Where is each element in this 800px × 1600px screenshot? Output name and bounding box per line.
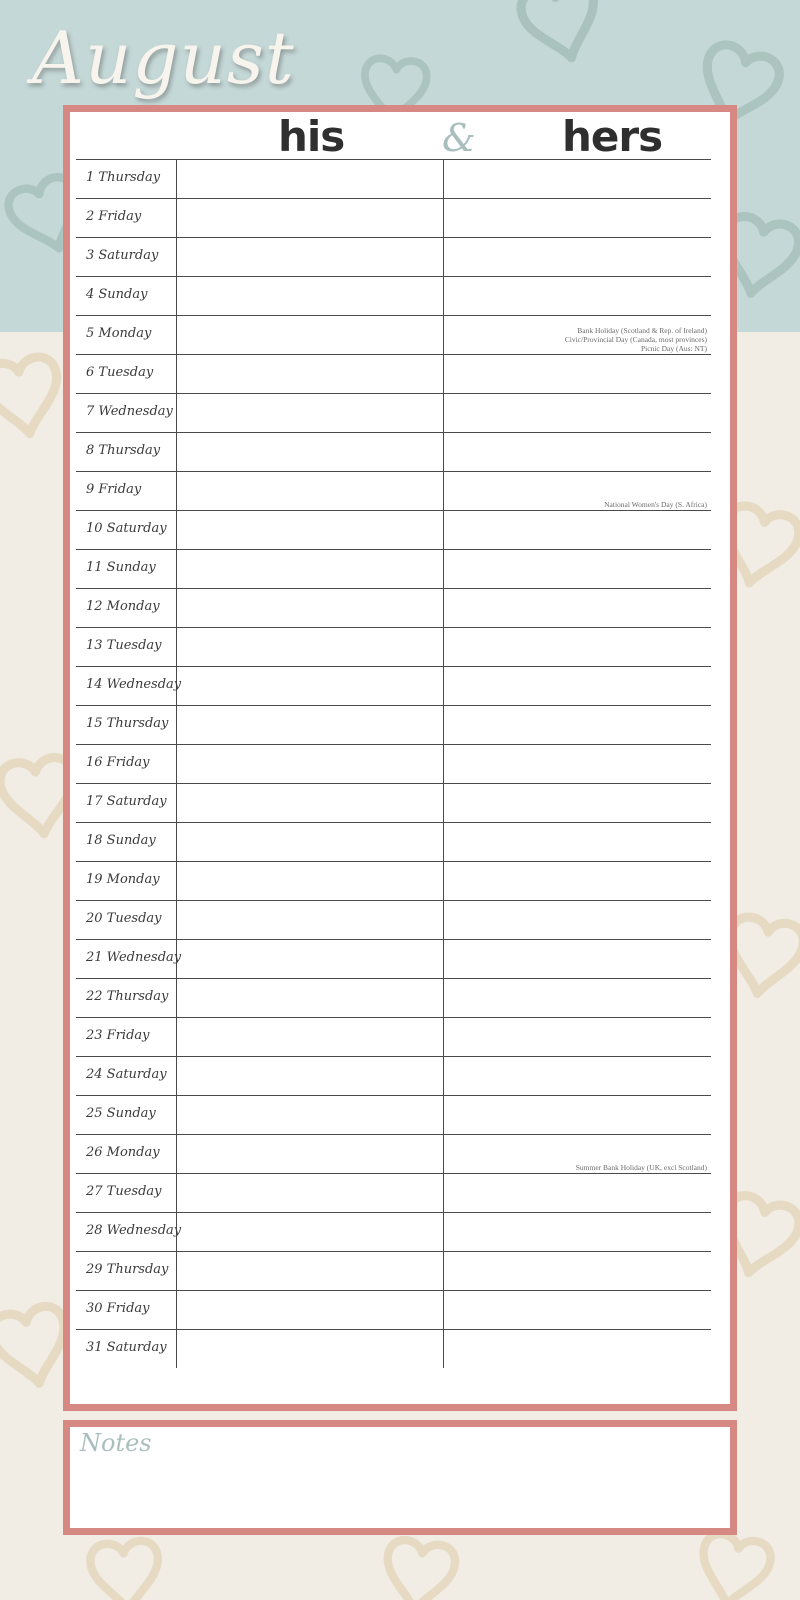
day-row [76,939,711,978]
day-label: 20 Tuesday [86,911,162,926]
his-entry-cell[interactable] [177,316,444,354]
day-cell [76,1174,177,1212]
day-label: 13 Tuesday [86,638,162,653]
day-row [76,198,711,237]
heart-icon [0,354,66,440]
day-row [76,393,711,432]
his-entry-cell[interactable] [177,355,444,393]
day-row [76,1290,711,1329]
day-cell [76,316,177,354]
heart-icon [381,1538,457,1600]
day-cell [76,667,182,705]
hers-entry-cell[interactable] [444,979,711,1017]
hers-entry-cell[interactable] [444,628,711,666]
day-row [76,978,711,1017]
hers-entry-cell[interactable] [444,316,711,354]
day-row [76,471,711,510]
day-cell [76,238,177,276]
day-row [76,354,711,393]
day-cell [76,433,177,471]
day-cell [76,823,177,861]
his-entry-cell[interactable] [177,628,444,666]
hers-entry-cell[interactable] [444,589,711,627]
notes-title: Notes [80,1429,152,1457]
day-cell [76,628,177,666]
his-entry-cell[interactable] [177,1174,444,1212]
day-label: 18 Sunday [86,833,156,848]
day-row [76,1173,711,1212]
holiday-line: National Women's Day (S. Africa) [604,500,707,509]
holiday-line: Civic/Provincial Day (Canada, most provinces) [564,335,707,344]
hers-entry-cell[interactable] [444,160,711,198]
hers-entry-cell[interactable] [444,1057,711,1095]
day-row [76,1329,711,1368]
day-cell [76,862,177,900]
day-label: 29 Thursday [86,1262,169,1277]
his-entry-cell[interactable] [177,940,444,978]
hers-entry-cell[interactable] [444,823,711,861]
day-cell [76,1291,177,1329]
his-entry-cell[interactable] [177,745,444,783]
day-row [76,510,711,549]
day-cell [76,160,177,198]
day-cell [76,199,177,237]
holiday-note [576,1163,707,1172]
hers-entry-cell[interactable] [444,511,711,549]
hers-entry-cell[interactable] [444,1213,711,1251]
holiday-note [604,500,707,509]
day-cell [76,394,177,432]
his-entry-cell[interactable] [177,1057,444,1095]
day-cell [76,355,177,393]
day-row [76,783,711,822]
day-label: 22 Thursday [86,989,169,1004]
day-label: 19 Monday [86,872,160,887]
his-entry-cell[interactable] [177,394,444,432]
his-entry-cell[interactable] [177,1018,444,1056]
his-entry-cell[interactable] [177,433,444,471]
his-entry-cell[interactable] [177,472,444,510]
his-entry-cell[interactable] [177,784,444,822]
day-row [76,549,711,588]
hers-entry-cell[interactable] [444,862,711,900]
hers-entry-cell[interactable] [444,901,711,939]
hers-entry-cell[interactable] [444,277,711,315]
day-cell [76,511,177,549]
heart-icon [517,0,607,67]
hers-entry-cell[interactable] [444,550,711,588]
day-row [76,1095,711,1134]
hers-entry-cell[interactable] [444,745,711,783]
his-entry-cell[interactable] [177,550,444,588]
day-label: 15 Thursday [86,716,169,731]
day-cell [76,706,177,744]
day-label: 31 Saturday [86,1340,167,1355]
day-row [76,588,711,627]
day-row [76,159,711,198]
day-label: 26 Monday [86,1145,160,1160]
his-entry-cell[interactable] [177,238,444,276]
his-entry-cell[interactable] [177,1213,444,1251]
his-entry-cell[interactable] [177,706,444,744]
day-label: 16 Friday [86,755,150,770]
day-cell [76,472,177,510]
hers-entry-cell[interactable] [444,784,711,822]
day-label: 23 Friday [86,1028,150,1043]
his-entry-cell[interactable] [177,1096,444,1134]
holiday-line: Picnic Day (Aus: NT) [640,344,707,353]
his-entry-cell[interactable] [177,901,444,939]
heart-icon [694,1531,774,1600]
hers-entry-cell[interactable] [444,1252,711,1290]
hers-entry-cell[interactable] [444,1135,711,1173]
hers-entry-cell[interactable] [444,433,711,471]
day-label: 9 Friday [86,482,142,497]
his-entry-cell[interactable] [177,1291,444,1329]
day-cell [76,550,177,588]
day-cell [76,784,177,822]
his-entry-cell[interactable] [177,160,444,198]
day-label: 11 Sunday [86,560,156,575]
his-entry-cell[interactable] [177,1252,444,1290]
day-row [76,276,711,315]
day-label: 28 Wednesday [86,1223,182,1238]
day-row [76,1134,711,1173]
month-title: August [32,16,295,100]
ampersand-header: & [442,116,476,160]
hers-entry-cell[interactable] [444,940,711,978]
day-row [76,900,711,939]
hers-entry-cell[interactable] [444,394,711,432]
hers-entry-cell[interactable] [444,1291,711,1329]
day-label: 10 Saturday [86,521,167,536]
hers-entry-cell[interactable] [444,667,711,705]
his-entry-cell[interactable] [177,277,444,315]
hers-entry-cell[interactable] [444,706,711,744]
day-cell [76,1213,182,1251]
hers-entry-cell[interactable] [444,1096,711,1134]
day-cell [76,1135,177,1173]
day-label: 12 Monday [86,599,160,614]
hers-column-header: hers [562,112,663,161]
heart-icon [89,1540,162,1600]
day-label: 25 Sunday [86,1106,156,1121]
day-row [76,237,711,276]
hers-entry-cell[interactable] [444,1330,711,1368]
notes-card [63,1420,737,1535]
day-row [76,1212,711,1251]
hers-entry-cell[interactable] [444,1018,711,1056]
his-entry-cell[interactable] [177,511,444,549]
his-entry-cell[interactable] [177,1135,444,1173]
hers-entry-cell[interactable] [444,1174,711,1212]
day-cell [76,589,177,627]
day-cell [76,979,177,1017]
holiday-line: Bank Holiday (Scotland & Rep. of Ireland) [577,326,707,335]
day-row [76,705,711,744]
day-cell [76,1057,177,1095]
hers-entry-cell[interactable] [444,472,711,510]
day-row [76,861,711,900]
holiday-line: Summer Bank Holiday (UK, excl Scotland) [575,1163,707,1172]
day-row [76,822,711,861]
day-row [76,666,711,705]
day-label: 5 Monday [86,326,152,341]
day-label: 17 Saturday [86,794,167,809]
his-entry-cell[interactable] [177,823,444,861]
his-entry-cell[interactable] [177,667,444,705]
day-label: 6 Tuesday [86,365,154,380]
day-cell [76,1330,177,1368]
day-label: 3 Saturday [86,248,159,263]
planner-card [63,105,737,1411]
hers-entry-cell[interactable] [444,238,711,276]
his-entry-cell[interactable] [177,589,444,627]
day-row [76,744,711,783]
day-cell [76,745,177,783]
hers-entry-cell[interactable] [444,355,711,393]
hers-entry-cell[interactable] [444,199,711,237]
his-entry-cell[interactable] [177,1330,444,1368]
holiday-note [565,326,707,353]
day-label: 4 Sunday [86,287,148,302]
day-rows [76,159,711,1368]
his-column-header: his [278,112,345,161]
day-row [76,1056,711,1095]
day-cell [76,901,177,939]
day-label: 14 Wednesday [86,677,182,692]
day-label: 7 Wednesday [86,404,173,419]
day-label: 1 Thursday [86,170,161,185]
day-label: 2 Friday [86,209,142,224]
day-label: 27 Tuesday [86,1184,162,1199]
column-header-row [70,112,730,160]
day-label: 24 Saturday [86,1067,167,1082]
day-cell [76,1096,177,1134]
day-cell [76,1252,177,1290]
day-row [76,432,711,471]
his-entry-cell[interactable] [177,199,444,237]
day-row [76,627,711,666]
day-row [76,315,711,354]
day-label: 21 Wednesday [86,950,182,965]
day-row [76,1251,711,1290]
day-row [76,1017,711,1056]
day-cell [76,940,182,978]
his-entry-cell[interactable] [177,979,444,1017]
his-entry-cell[interactable] [177,862,444,900]
day-label: 30 Friday [86,1301,150,1316]
day-cell [76,277,177,315]
day-cell [76,1018,177,1056]
day-label: 8 Thursday [86,443,161,458]
